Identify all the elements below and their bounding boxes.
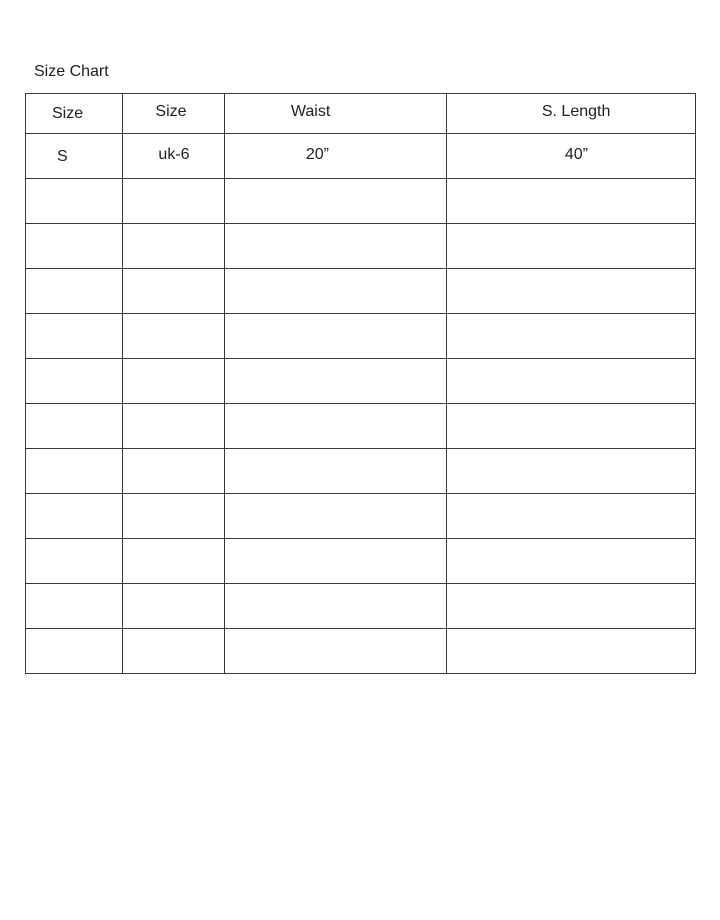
table-cell [26,404,123,449]
table-cell [446,179,695,224]
table-cell [26,539,123,584]
table-cell [446,494,695,539]
cell-size: S [57,148,68,165]
header-cell-waist [224,94,446,134]
cell-length: 40” [564,146,588,163]
table-cell [123,539,224,584]
table-row [26,224,696,269]
table-cell [224,629,446,674]
table-cell [123,404,224,449]
header-label-size-uk: Size [155,103,187,120]
table-cell [446,314,695,359]
table-row [26,494,696,539]
table-cell [123,179,224,224]
cell-uk-size: uk-6 [158,146,190,163]
table-cell [123,314,224,359]
table-cell [224,224,446,269]
table-cell [224,449,446,494]
table-cell [224,134,446,179]
size-table [25,93,696,674]
table-header-row [26,94,696,134]
table-cell [224,179,446,224]
header-cell-length [446,94,695,134]
table-cell [224,314,446,359]
table-cell [446,539,695,584]
table-cell [26,134,123,179]
table-row [26,314,696,359]
page-title: Size Chart [34,63,109,80]
table-cell [446,224,695,269]
table-cell [123,584,224,629]
table-cell [224,539,446,584]
table-cell [446,584,695,629]
table-row [26,449,696,494]
table-cell [26,359,123,404]
table-cell [446,134,695,179]
table-cell [446,629,695,674]
table-row [26,179,696,224]
table-cell [26,494,123,539]
table-cell [26,584,123,629]
header-label-size: Size [52,105,84,122]
table-row [26,134,696,179]
table-cell [446,359,695,404]
table-row [26,359,696,404]
table-cell [123,449,224,494]
table-cell [224,584,446,629]
table-cell [123,629,224,674]
table-cell [123,359,224,404]
header-label-length: S. Length [541,103,611,120]
table-row [26,584,696,629]
header-label-waist: Waist [290,103,331,120]
table-row [26,404,696,449]
table-cell [224,359,446,404]
table-cell [123,269,224,314]
table-cell [224,404,446,449]
table-cell [26,314,123,359]
cell-waist: 20” [305,146,329,163]
header-cell-size [26,94,123,134]
header-cell-size-uk [123,94,224,134]
table-cell [123,494,224,539]
table-cell [123,224,224,269]
table-cell [224,269,446,314]
table-cell [224,494,446,539]
table-cell [26,224,123,269]
table-row [26,539,696,584]
table-cell [123,134,224,179]
table-cell [26,629,123,674]
table-row [26,629,696,674]
table-cell [26,179,123,224]
table-cell [446,404,695,449]
table-cell [26,269,123,314]
table-cell [26,449,123,494]
table-cell [446,269,695,314]
table-cell [446,449,695,494]
table-row [26,269,696,314]
